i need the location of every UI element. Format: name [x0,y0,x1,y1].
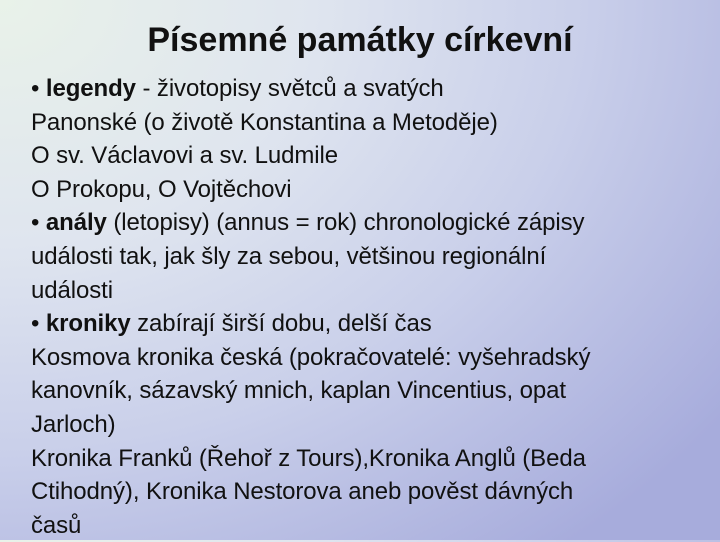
bullet-line-analy [31,206,711,240]
term-description: zabírají širší dobu, delší čas [130,310,432,338]
bullet: • [31,75,40,102]
text-line: časů [31,511,82,539]
slide-title: Písemné památky církevní [147,21,573,59]
term-description: (letopisy) (annus = rok) chronologické zápisy [106,209,585,237]
text-line: kanovník, sázavský mnich, kaplan Vincentius, opat [31,377,566,405]
text-line: Kosmova kronika česká (pokračovatelé: vyšehradský [31,343,591,371]
text-line: Ctihodný), Kronika Nestorova aneb pověst dávných [31,478,574,506]
term-kroniky: kroniky [45,310,131,338]
term-legendy: legendy [45,75,136,102]
term-analy: anály [45,209,107,237]
term-description: - životopisy světců a svatých [135,75,444,102]
text-line: O sv. Václavovi a sv. Ludmile [31,142,338,170]
text-line: Jarloch) [31,410,116,438]
text-line: události [31,276,113,304]
text-line: Panonské (o životě Konstantina a Metoděje) [31,108,498,136]
text-line: Kronika Franků (Řehoř z Tours),Kronika Anglů (Beda [31,444,586,472]
text-line: události tak, jak šly za sebou, většinou regionální [31,242,547,270]
text-line: O Prokopu, O Vojtěchovi [31,175,292,203]
bullet-line-kroniky [31,307,711,341]
bullet: • [31,310,40,338]
bullet-line-legendy [31,72,711,106]
slide-content [31,72,711,542]
bullet: • [31,209,40,237]
